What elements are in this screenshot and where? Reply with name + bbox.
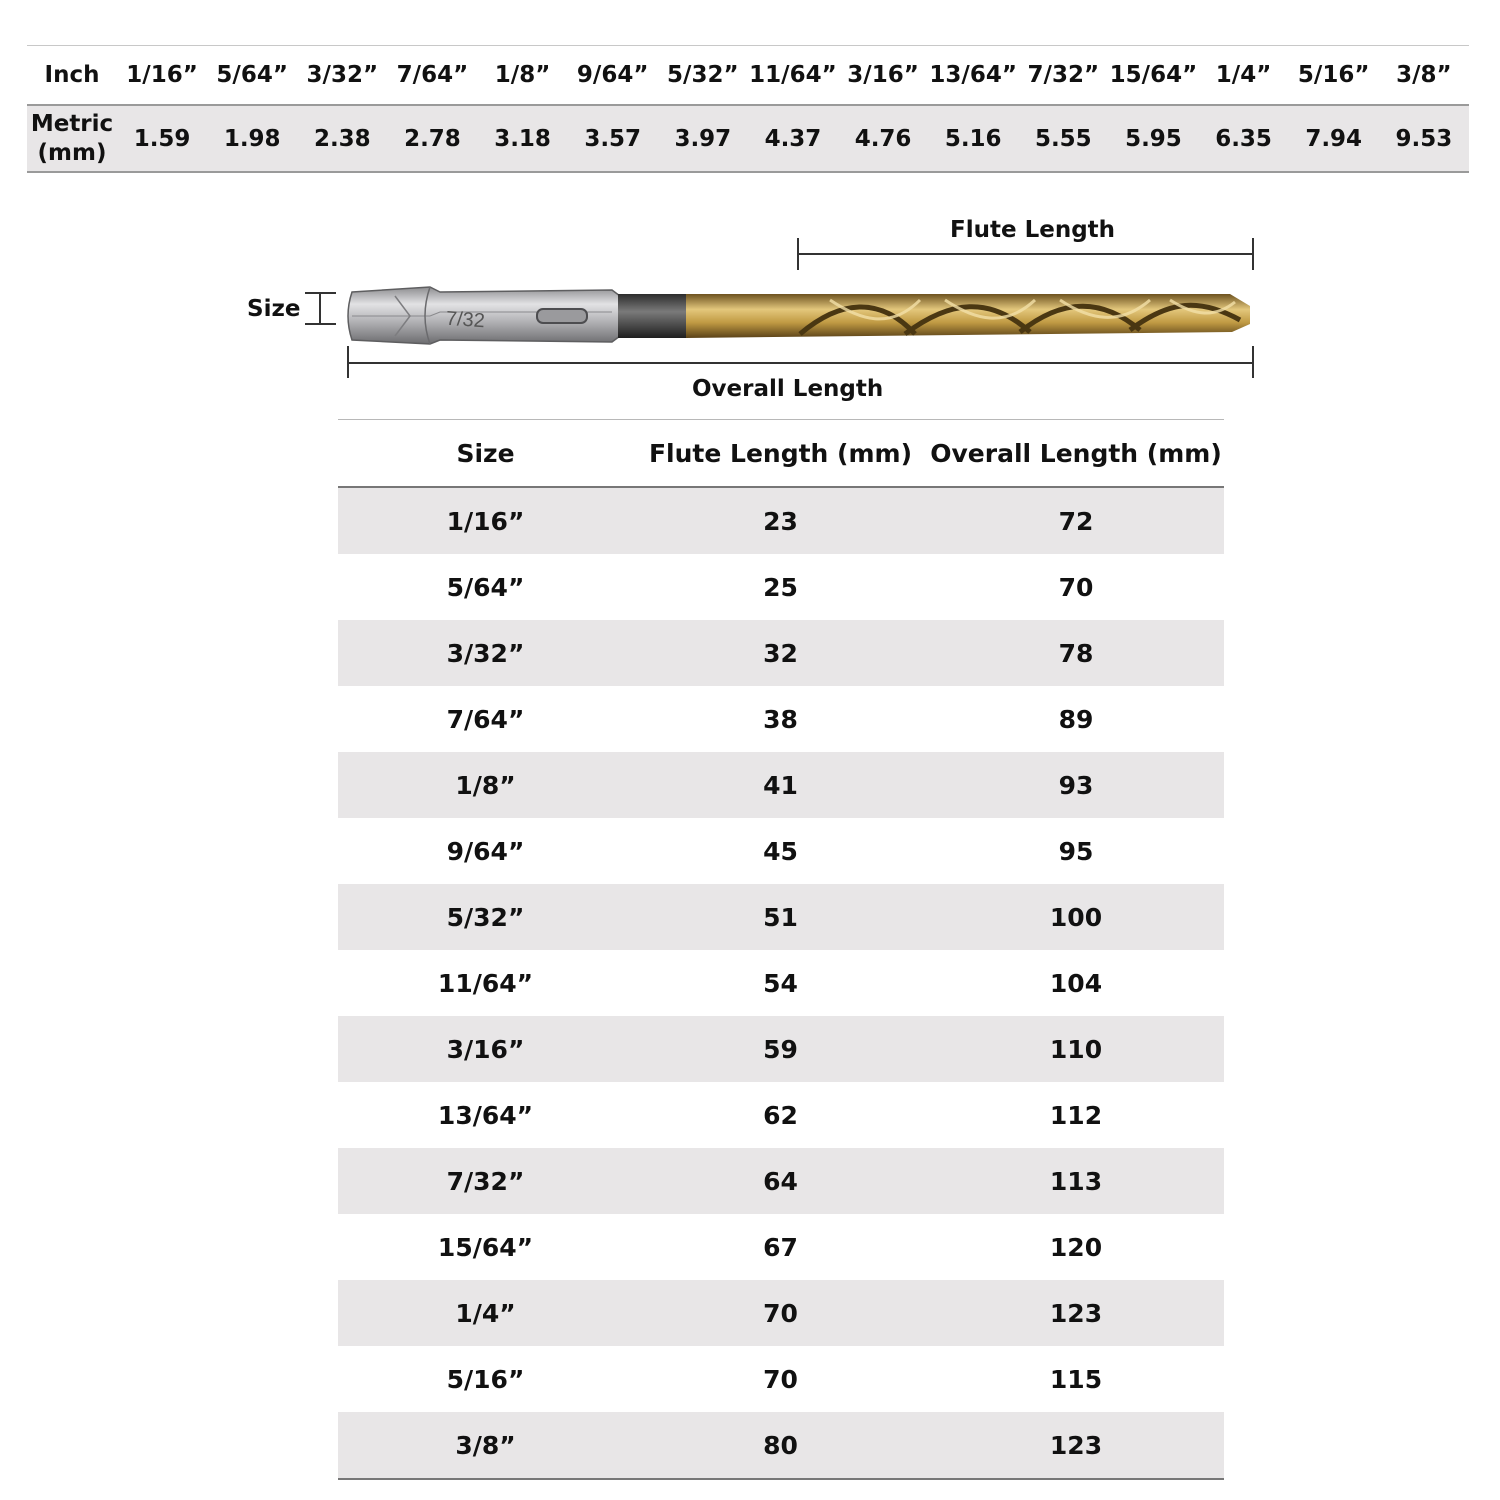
inch-cell: 9/64”	[576, 62, 649, 88]
metric-cell: 3.57	[568, 105, 658, 172]
metric-cell: 5.16	[928, 105, 1018, 172]
metric-cell: 4.76	[838, 105, 928, 172]
flute-length-cell: 32	[633, 620, 928, 686]
size-cell: 15/64”	[437, 1232, 534, 1262]
metric-cell: 2.38	[297, 105, 387, 172]
overall-length-cell: 89	[1058, 704, 1094, 734]
overall-length-cell: 123	[928, 1280, 1224, 1346]
size-cell: 5/32”	[338, 884, 633, 950]
flute-length-cell: 64	[633, 1148, 928, 1214]
metric-cell: 5.95	[1108, 105, 1198, 172]
flute-length-cell: 59	[633, 1016, 928, 1082]
table-row	[338, 884, 1224, 950]
hex-shank	[348, 287, 620, 344]
flute-length-cell: 67	[763, 1232, 798, 1262]
inch-cell: 11/64”	[749, 62, 837, 88]
flute-length-cell: 38	[763, 704, 798, 734]
inch-cell: 7/32”	[1027, 62, 1100, 88]
overall-length-column-header: Overall Length (mm)	[928, 420, 1224, 488]
size-indicator	[305, 293, 336, 324]
size-label: Size	[247, 296, 301, 322]
flute-length-cell: 51	[633, 884, 928, 950]
size-column-header: Size	[338, 420, 633, 488]
overall-length-cell: 115	[1049, 1364, 1103, 1394]
metric-cell: 2.78	[387, 105, 477, 172]
metric-cell: 3.97	[658, 105, 748, 172]
table-row	[338, 1148, 1224, 1214]
metric-cell: 6.35	[1199, 105, 1289, 172]
metric-cell: 1.59	[117, 105, 207, 172]
table-row	[338, 1082, 1224, 1148]
table-row	[338, 686, 1224, 752]
inch-row-label: Inch	[44, 61, 100, 88]
metric-label-line1: Metric	[30, 110, 114, 137]
bit-neck	[618, 294, 688, 338]
inch-cell: 1/8”	[494, 62, 551, 88]
metric-label-line2: (mm)	[37, 139, 107, 166]
flute-length-cell: 62	[763, 1100, 798, 1130]
size-cell: 13/64”	[437, 1100, 534, 1130]
drill-size-length-table	[338, 419, 1224, 1480]
table-row	[338, 554, 1224, 620]
size-cell: 9/64”	[446, 836, 525, 866]
inch-cell: 1/4”	[1215, 62, 1272, 88]
overall-length-cell: 123	[928, 1412, 1224, 1479]
size-cell: 1/16”	[338, 487, 633, 554]
table-row	[338, 752, 1224, 818]
overall-length-cell: 70	[1058, 572, 1094, 602]
inch-cell: 5/64”	[216, 62, 288, 88]
overall-length-cell: 110	[928, 1016, 1224, 1082]
size-cell: 3/16”	[338, 1016, 633, 1082]
inch-cell: 13/64”	[929, 62, 1017, 88]
flute-length-column-header: Flute Length (mm)	[633, 420, 928, 488]
metric-cell: 1.98	[207, 105, 297, 172]
size-cell: 3/8”	[338, 1412, 633, 1479]
size-cell: 5/64”	[446, 572, 525, 602]
size-cell: 5/16”	[446, 1364, 525, 1394]
flute-length-cell: 25	[763, 572, 798, 602]
inch-cell: 5/32”	[667, 62, 739, 88]
table-row	[338, 1214, 1224, 1280]
inch-cell: 15/64”	[1109, 62, 1198, 88]
size-cell: 11/64”	[437, 968, 534, 998]
overall-length-cell: 93	[928, 752, 1224, 818]
flute-length-cell: 70	[633, 1280, 928, 1346]
drill-bit-illustration	[0, 0, 1500, 420]
shank-size-marking: 7/32	[445, 307, 486, 333]
inch-cell: 1/16”	[126, 62, 198, 88]
metric-cell: 7.94	[1289, 105, 1379, 172]
overall-length-cell: 120	[1049, 1232, 1103, 1262]
table-row	[338, 1346, 1224, 1412]
size-cell: 1/8”	[338, 752, 633, 818]
overall-length-cell: 113	[928, 1148, 1224, 1214]
table-row	[338, 950, 1224, 1016]
inch-cell: 3/16”	[847, 62, 919, 88]
inch-cell: 3/32”	[306, 62, 379, 88]
table-row	[338, 1016, 1224, 1082]
metric-cell: 9.53	[1379, 105, 1469, 172]
size-cell: 3/32”	[338, 620, 633, 686]
flute-length-cell: 23	[633, 487, 928, 554]
table-row	[338, 1280, 1224, 1346]
metric-cell: 3.18	[478, 105, 568, 172]
overall-length-cell: 112	[1049, 1100, 1103, 1130]
flute-length-label: Flute Length	[950, 217, 1116, 243]
inch-cell: 5/16”	[1297, 62, 1370, 88]
drill-bit-diagram	[0, 0, 1500, 420]
flute-length-cell: 45	[763, 836, 798, 866]
inch-cell: 7/64”	[396, 62, 469, 88]
overall-length-cell: 78	[928, 620, 1224, 686]
flute-length-cell: 54	[763, 968, 798, 998]
flute-length-cell: 70	[763, 1364, 798, 1394]
overall-length-cell: 95	[1058, 836, 1094, 866]
overall-length-dimension-line	[348, 346, 1253, 378]
size-cell: 1/4”	[338, 1280, 633, 1346]
overall-length-cell: 72	[928, 487, 1224, 554]
table-row	[338, 620, 1224, 686]
metric-cell: 4.37	[748, 105, 838, 172]
table-header-row	[338, 420, 1224, 488]
overall-length-cell: 104	[1049, 968, 1103, 998]
size-cell: 7/64”	[446, 704, 525, 734]
metric-cell: 5.55	[1018, 105, 1108, 172]
table-row	[338, 818, 1224, 884]
gold-fluted-body	[686, 294, 1250, 338]
overall-length-label: Overall Length	[692, 376, 884, 402]
table-row	[338, 1412, 1224, 1479]
flute-length-cell: 41	[633, 752, 928, 818]
table-row	[338, 487, 1224, 554]
inch-cell: 3/8”	[1396, 62, 1452, 88]
overall-length-cell: 100	[928, 884, 1224, 950]
flute-length-cell: 80	[633, 1412, 928, 1479]
size-cell: 7/32”	[338, 1148, 633, 1214]
